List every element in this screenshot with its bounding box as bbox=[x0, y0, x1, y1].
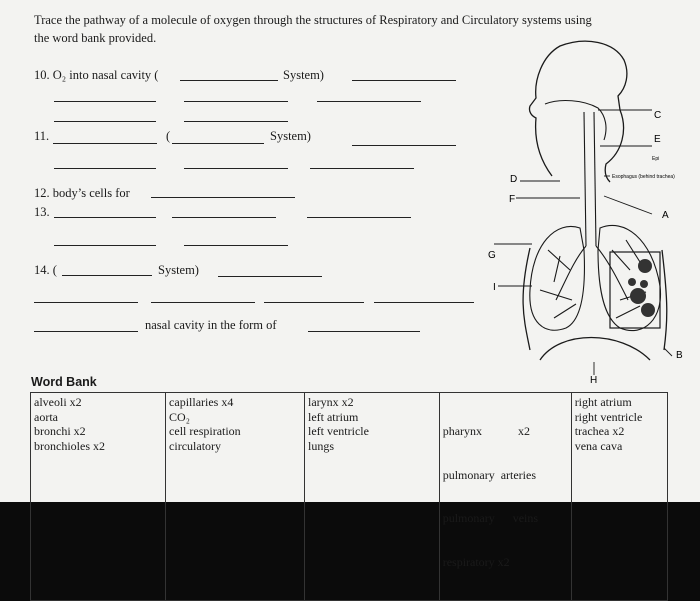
q12-label: 12. body’s cells for bbox=[34, 186, 130, 200]
answer-blank[interactable] bbox=[54, 101, 156, 102]
word-bank-term: lungs bbox=[307, 438, 334, 453]
word-bank-term: cell respiration bbox=[169, 424, 241, 438]
label-I: I bbox=[493, 282, 496, 293]
final-answer-blank-2[interactable] bbox=[308, 331, 420, 332]
answer-blank[interactable] bbox=[54, 121, 156, 122]
label-C: C bbox=[654, 110, 662, 121]
word-bank-term: pulmonary veins bbox=[442, 511, 539, 525]
q14-system-label: System) bbox=[158, 263, 199, 277]
word-bank-column bbox=[439, 393, 571, 601]
q13-label: 13. bbox=[34, 205, 50, 219]
respiratory-circulatory-diagram bbox=[480, 36, 700, 386]
word-bank-term: circulatory bbox=[169, 438, 222, 453]
word-bank-column bbox=[166, 393, 305, 601]
word-bank-table bbox=[30, 392, 668, 601]
q11-paren: ( bbox=[166, 129, 171, 143]
answer-blank[interactable] bbox=[34, 302, 138, 303]
word-bank-term: capillaries x4 bbox=[169, 395, 234, 409]
answer-blank[interactable] bbox=[317, 101, 421, 102]
answer-blank[interactable] bbox=[184, 121, 288, 122]
word-bank-title: Word Bank bbox=[31, 375, 97, 389]
q11-answer-blank[interactable] bbox=[53, 143, 157, 144]
word-bank-term: right ventricle bbox=[574, 409, 643, 424]
answer-blank[interactable] bbox=[310, 168, 414, 169]
word-bank-term: pulmonary arteries bbox=[442, 467, 537, 482]
answer-blank[interactable] bbox=[264, 302, 364, 303]
label-E: E bbox=[654, 134, 661, 145]
label-esophagus: Esophagus (behind trachea) bbox=[612, 174, 675, 180]
word-bank-term: bronchi x2 bbox=[34, 424, 86, 438]
final-text: nasal cavity in the form of bbox=[145, 318, 277, 332]
answer-blank[interactable] bbox=[352, 145, 456, 146]
word-bank-term: respiratory x2 bbox=[442, 554, 510, 569]
word-bank-term: aorta bbox=[34, 409, 58, 424]
word-bank-term: pharynx x2 bbox=[442, 424, 531, 438]
word-bank-term: right atrium bbox=[574, 395, 632, 409]
answer-blank[interactable] bbox=[151, 302, 255, 303]
q11-system-blank[interactable] bbox=[172, 143, 264, 144]
q10-answer-blank[interactable] bbox=[352, 80, 456, 81]
word-bank-column bbox=[31, 393, 166, 601]
word-bank-term: alveoli x2 bbox=[34, 395, 82, 409]
q10-system-blank[interactable] bbox=[180, 80, 278, 81]
word-bank-term: bronchioles x2 bbox=[34, 438, 105, 453]
word-bank-column bbox=[304, 393, 439, 601]
answer-blank[interactable] bbox=[184, 101, 288, 102]
alveoli-cluster bbox=[628, 259, 655, 317]
q10-label: 10. O₂ into nasal cavity ( bbox=[34, 68, 159, 82]
word-bank-term: CO₂ bbox=[169, 409, 190, 424]
final-answer-blank[interactable] bbox=[34, 331, 138, 332]
word-bank-term: larynx x2 bbox=[307, 395, 354, 409]
instructions-line-2: the word bank provided. bbox=[34, 31, 157, 45]
q10-system-label: System) bbox=[283, 68, 324, 82]
q12-answer-blank[interactable] bbox=[151, 197, 295, 198]
label-D: D bbox=[510, 174, 518, 185]
word-bank-term: vena cava bbox=[574, 438, 623, 453]
q14-system-blank[interactable] bbox=[62, 275, 152, 276]
answer-blank[interactable] bbox=[184, 245, 288, 246]
q14-label: 14. ( bbox=[34, 263, 57, 277]
lungs bbox=[530, 225, 661, 330]
word-bank-term: trachea x2 bbox=[574, 424, 625, 438]
label-A: A bbox=[662, 210, 669, 221]
label-F: F bbox=[509, 194, 516, 205]
answer-blank[interactable] bbox=[54, 168, 156, 169]
q11-system-label: System) bbox=[270, 129, 311, 143]
answer-blank[interactable] bbox=[184, 168, 288, 169]
instructions-line-1: Trace the pathway of a molecule of oxygen through the structures of Respiratory and Circulatory systems using bbox=[34, 13, 592, 27]
word-bank-column bbox=[571, 393, 667, 601]
label-epi: Epi bbox=[652, 156, 660, 162]
word-bank-term: left atrium bbox=[307, 409, 359, 424]
answer-blank[interactable] bbox=[172, 217, 276, 218]
label-H: H bbox=[590, 375, 598, 386]
answer-blank[interactable] bbox=[374, 302, 474, 303]
answer-blank[interactable] bbox=[307, 217, 411, 218]
word-bank-term: left ventricle bbox=[307, 424, 369, 438]
answer-blank[interactable] bbox=[54, 245, 156, 246]
label-B: B bbox=[676, 350, 683, 361]
label-G: G bbox=[488, 250, 496, 261]
q11-number: 11. bbox=[34, 129, 50, 143]
answer-blank[interactable] bbox=[218, 276, 322, 277]
q13-answer-blank[interactable] bbox=[54, 217, 156, 218]
